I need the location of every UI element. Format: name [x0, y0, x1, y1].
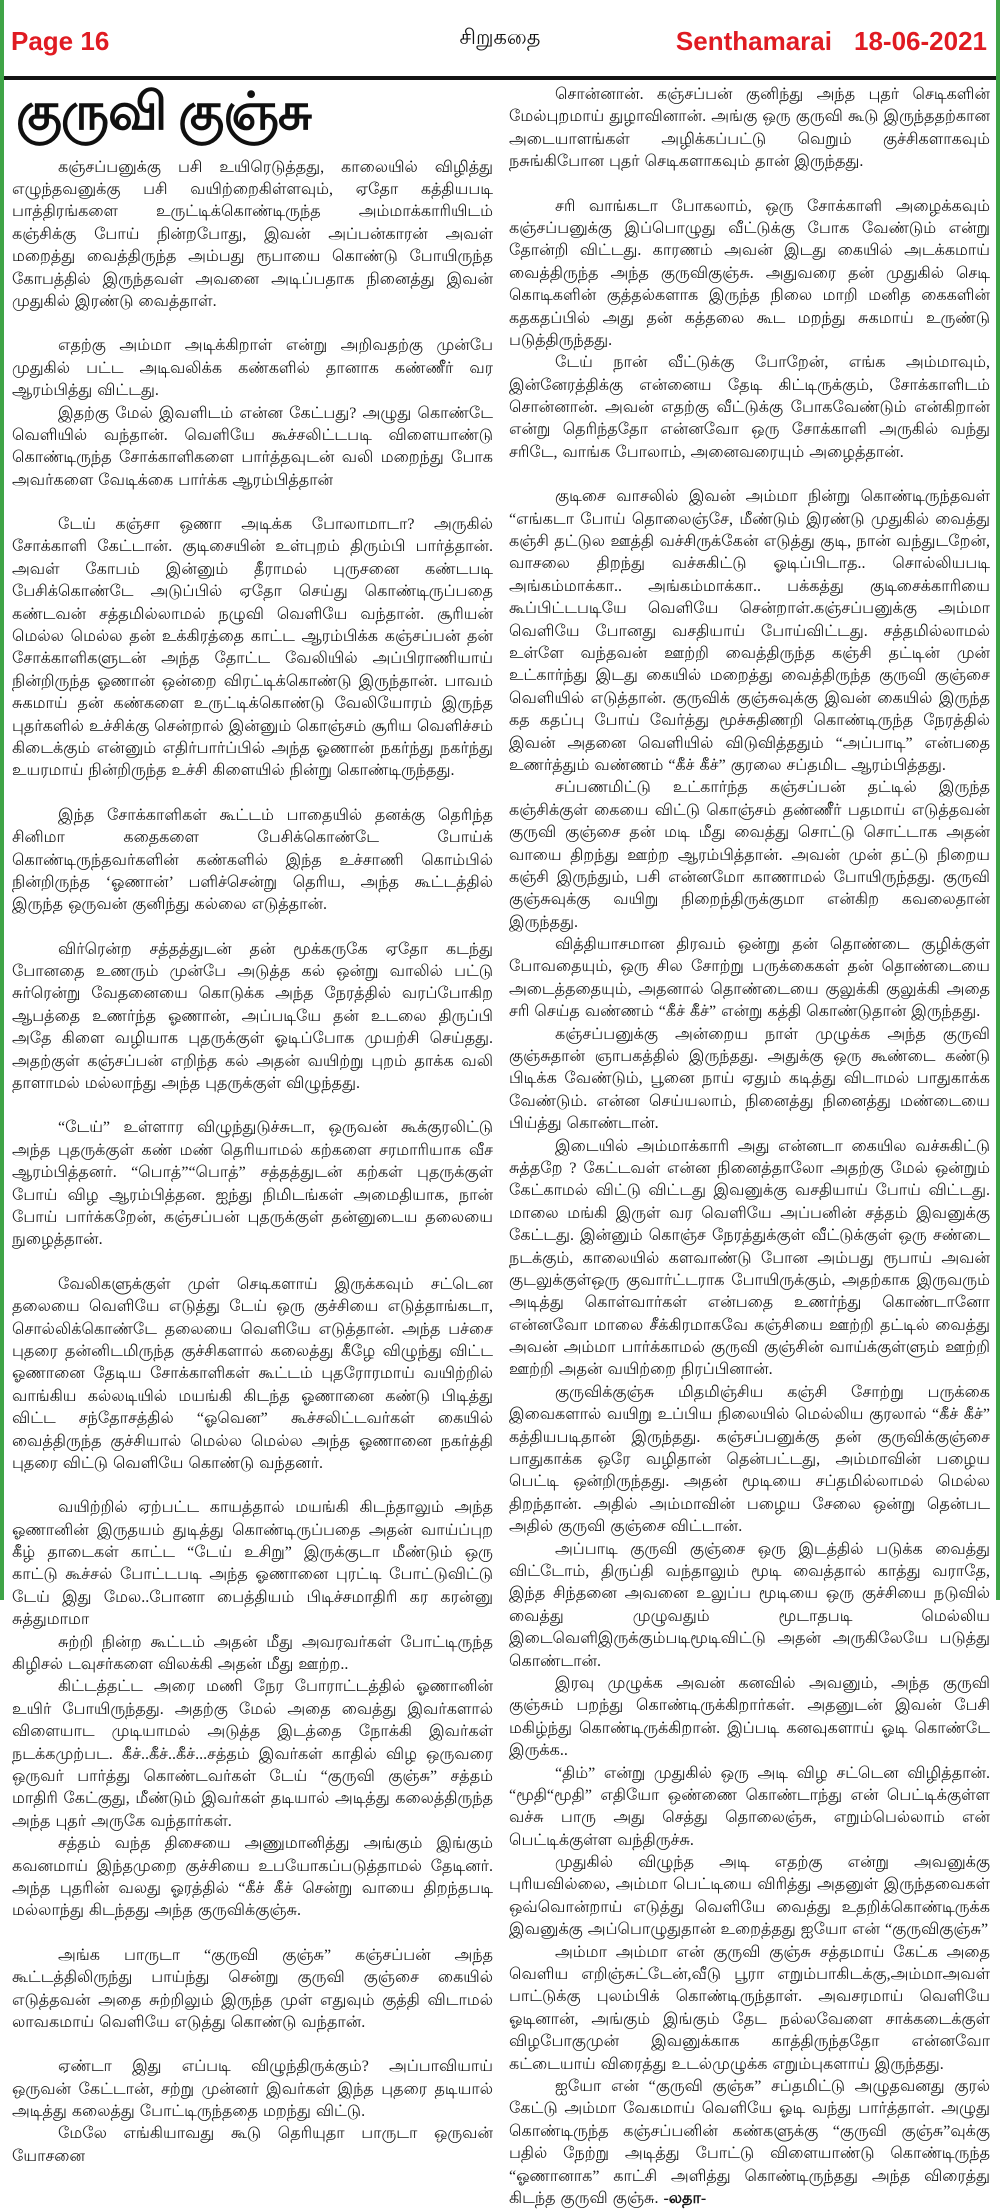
story-paragraph: வேலிகளுக்குள் முள் செடிகளாய் இருக்கவும் சட்டென தலையை வெளியே எடுத்து டேய் ஒரு குச்சியை எடுத்தாங்கடா, சொல்லிக்கொண்டே தலையை வெளியே எடுத்தான். அந்த பச்சை புதரை தன்னிடமிருந்த குச்சிகளால் கலைத்து கீழே விழுந்து விட்ட ஓணானை தேடிய சோக்காளிகள் கூட்டம் புதரோரமாய் வயிற்றில் வாங்கிய கல்லடியில் மயங்கி கிடந்த ஓணானை கண்டு பிடித்து விட்ட சந்தோசத்தில் “ஓவென” கூச்சலிட்டவர்கள் கையில் வைத்திருந்த குச்சியால் மெல்ல மெல்ல அந்த ஓணானை நகர்த்தி புதரை விட்டு வெளியே கொண்டு வந்தனர்.	[12, 1275, 493, 1472]
masthead-date: 18-06-2021	[854, 25, 987, 56]
story-content	[0, 80, 1000, 2210]
story-paragraph: மேலே எங்கியாவது கூடு தெரியுதா பாருடா ஒருவன் யோசனை	[12, 2125, 493, 2165]
story-paragraph: சுற்றி நின்ற கூட்டம் அதன் மீது அவரவர்கள் போட்டிருந்த கிழிசல் டவுசர்களை விலக்கி அதன் மீது ஊற்ற..	[12, 1633, 493, 1674]
page-number-label: Page 16	[11, 25, 110, 56]
story-title: குருவி குஞ்சு	[16, 84, 311, 141]
story-paragraph: இடையில் அம்மாக்காரி அது என்னடா கையில வச்சுகிட்டு சுத்தறே ? கேட்டவள் என்ன நினைத்தாலோ அதற்கு மேல் ஒன்றும் கேட்காமல் விட்டு விட்டது இவனுக்கு வசதியாய் போய் விட்டது. மாலை மங்கி இருள் வர வெளியே அப்பனின் சத்தம் இவனுக்கு கேட்டது. இன்னும் கொஞ்ச நேரத்துக்குள் வீட்டுக்குள் ஒரு சண்டை நடக்கும், காலையில் களவாண்டு போன அம்பது ரூபாய் அவன் குடலுக்குள்ஒரு குவார்ட்டராக போயிருக்கும், அதற்காக இருவரும் அடித்து கொள்வார்கள் என்பதை உணர்ந்து கொண்டானோ என்னவோ மாலை சீக்கிரமாகவே கஞ்சியை ஊற்றி தட்டில் வைத்து அவன் அம்மா பார்க்காமல் குருவி குஞ்சின் வாய்க்குள்ளும் ஊற்றி ஊற்றி அதன் வயிற்றை நிரப்பினான்.	[509, 1137, 990, 1379]
page-header	[2, 0, 998, 80]
author-signature: -லதா-	[658, 2189, 707, 2207]
story-paragraph: விர்ரென்ற சத்தத்துடன் தன் மூக்கருகே ஏதோ கடந்து போனதை உணரும் முன்பே அடுத்த கல் ஒன்று வாலில் பட்டு சுர்ரென்று வேதனையை கொடுக்க அந்த நேரத்தில் வரப்போகிற ஆபத்தை உணர்ந்த ஓணான், அப்படியே தன் உடலை திருப்பி அதே கிளை வழியாக புதருக்குள் ஓடிப்போக முயற்சி செய்தது. அதற்குள் கஞ்சப்பன் எறிந்த கல் அதன் வயிற்று புறம் தாக்க வலி தாளாமல் மல்லாந்து அந்த புதருக்குள் விழுந்தது.	[12, 940, 494, 1093]
story-paragraph: இந்த சோக்காளிகள் கூட்டம் பாதையில் தனக்கு தெரிந்த சினிமா கதைகளை பேசிக்கொண்டே போய்க் கொண்டிருந்தவர்களின் கண்களில் இந்த உச்சாணி கொம்பில் நின்றிருந்த ‘ஓணான்’ பளிச்சென்று தெரிய, அந்த கூட்டத்தில் இருந்த ஒருவன் குனிந்து கல்லை எடுத்தான்.	[12, 806, 493, 914]
story-paragraph: டேய் நான் வீட்டுக்கு போறேன், எங்க அம்மாவும், இன்னேரத்திக்கு என்னைய தேடி கிட்டிருக்கும், சோக்காளிடம் சொன்னான். அவன் எதற்கு வீட்டுக்கு போகவேண்டும் என்கிறான் என்று தெரிந்ததோ என்னவோ ஒரு சோக்காளி அருகில் வந்து சரிடே, வாங்க போலாம், அனைவரையும் அழைத்தான்.	[509, 354, 990, 461]
story-paragraph: வயிற்றில் ஏற்பட்ட காயத்தால் மயங்கி கிடந்தாலும் அந்த ஓணானின் இருதயம் துடித்து கொண்டிருப்பதை அதன் வாய்ப்புற கீழ் தாடைகள் காட்ட “டேய் உசிறு” இருக்குடா மீண்டும் ஒரு காட்டு கூச்சல் போட்டபடி அந்த ஓணானை புரட்டி போட்டுவிட்டு டேய் இது மேல..போனா பைத்தியம் பிடிச்சமாதிரி கர கரன்னு சுத்துமாமா	[12, 1499, 493, 1629]
story-paragraph: எதற்கு அம்மா அடிக்கிறாள் என்று அறிவதற்கு முன்பே முதுகில் பட்ட அடிவலிக்க கண்களில் தானாக கண்ணீர் வர ஆரம்பித்து விட்டது.	[12, 337, 493, 400]
story-paragraph: முதுகில் விழுந்த அடி எதற்கு என்று அவனுக்கு புரியவில்லை, அம்மா பெட்டியை விரித்து அதனுள் இருந்தவைகள் ஒவ்வொன்றாய் எடுத்து வெளியே வைத்து உதறிக்கொண்டிருக்க இவனுக்கு அப்பொழுதுதான் உறைத்தது ஐயோ என் “குருவிகுஞ்சு”	[509, 1854, 990, 1939]
story-paragraph: குடிசை வாசலில் இவன் அம்மா நின்று கொண்டிருந்தவள் “எங்கடா போய் தொலைஞ்சே, மீண்டும் இரண்டு முதுகில் வைத்து கஞ்சி தட்டுல ஊத்தி வச்சிருக்கேன் எடுத்து குடி, நான் வந்துடறேன், வாசலை திறந்து வச்சுகிட்டு ஓடிப்பிடாத.. சொல்லியபடி அங்கம்மாக்கா.. அங்கம்மாக்கா.. பக்கத்து குடிசைக்காரியை கூப்பிட்டபடியே வெளியே சென்றாள்.கஞ்சப்பனுக்கு அம்மா வெளியே போனது வசதியாய் போய்விட்டது. சத்தமில்லாமல் உள்ளே வந்தவன் ஊற்றி வைத்திருந்த கஞ்சி தட்டின் முன் உட்கார்ந்து இடது கையில் மறைத்து வைத்திருந்த குருவி குஞ்சை வெளியில் எடுத்தான். குருவிக் குஞ்சுவுக்கு இவன் கையில் இருந்த கத கதப்பு போய் வேர்த்து மூச்சுதிணறி கொண்டிருந்த நேரத்தில் இவன் அதனை வெளியில் விடுவித்ததும் “அப்பாடி” என்பதை உணர்த்தும் வண்ணம் “கீச் கீச்” குரலை சப்தமிட ஆரம்பித்தது.	[509, 488, 990, 774]
story-column-right	[509, 84, 990, 2210]
story-paragraph: வித்தியாசமான திரவம் ஒன்று தன் தொண்டை குழிக்குள் போவதையும், ஒரு சில சோற்று பருக்கைகள் தன் தொண்டையை அடைத்ததையும், அதனால் தொண்டையை குலுக்கி குலுக்கி அதை சரி செய்த வண்ணம் “கீச் கீச்” என்று கத்தி கொண்டுதான் இருந்தது.	[509, 936, 990, 1021]
section-label: சிறுகதை	[459, 26, 541, 49]
masthead-title: Senthamarai	[675, 25, 832, 56]
story-paragraph: அப்பாடி குருவி குஞ்சை ஒரு இடத்தில் படுக்க வைத்து விட்டோம், திருப்தி வந்தாலும் மூடி வைத்தால் காத்து வராதே, இந்த சிந்தனை அவனை உலுப்ப மூடியை ஒரு குச்சியை நடுவில் வைத்து முழுவதும் மூடாதபடி மெல்லிய இடைவெளிஇருக்கும்படிமூடிவிட்டு அதன் அருகிலேயே படுத்து கொண்டான்.	[509, 1540, 990, 1670]
left-edge-stripe	[0, 0, 4, 1600]
story-paragraph: கிட்டத்தட்ட அரை மணி நேர போராட்டத்தில் ஓணானின் உயிர் போயிருந்தது. அதற்கு மேல் அதை வைத்து இவர்களால் விளையாட முடியாமல் அடுத்த இடத்தை நோக்கி இவர்கள் நடக்கமுற்பட. கீச்..கீச்..கீச்...சத்தம் இவர்கள் காதில் விழ ஒருவரை ஒருவர் பார்த்து கொண்டவர்கள் டேய் “குருவி குஞ்சு” சத்தம் மாதிரி கேட்குது, மீண்டும் இவர்கள் தடியால் அடித்து கலைத்திருந்த அந்த புதர் அருகே வந்தார்கள்.	[12, 1678, 493, 1830]
story-paragraph: அம்மா அம்மா என் குருவி குஞ்சு சத்தமாய் கேட்க அதை வெளிய எறிஞ்சுட்டேன்,வீடு பூரா எறும்பாகிடக்கு,அம்மாஅவள் பாட்டுக்கு புலம்பிக் கொண்டிருந்தாள். அவசரமாய் வெளியே ஓடினான், அங்கும் இங்கும் தேட நல்லவேளை சாக்கடைக்குள் விழபோகுமுன் இவனுக்காக காத்திருந்ததோ என்னவோ கட்டையாய் விரைத்து உடல்முழுக்க எறும்புகளாய் இருந்தது.	[509, 1943, 990, 2073]
story-paragraph: இதற்கு மேல் இவளிடம் என்ன கேட்பது? அழுது கொண்டே வெளியில் வந்தான். வெளியே கூச்சலிட்டபடி விளையாண்டு கொண்டிருந்த சோக்காளிகளை பார்த்தவுடன் வலி மறைந்து போக அவர்களை வேடிக்கை பார்க்க ஆரம்பித்தான்	[12, 404, 493, 489]
story-paragraph: இரவு முழுக்க அவன் கனவில் அவனும், அந்த குருவி குஞ்சும் பறந்து கொண்டிருக்கிறார்கள். அதனுடன் இவன் பேசி மகிழ்ந்து கொண்டிருக்கிறான். இப்படி கனவுகளாய் ஓடி கொண்டே இருக்க..	[509, 1674, 990, 1760]
story-paragraph: “திம்” என்று முதுகில் ஒரு அடி விழ சட்டென விழித்தான். “மூதி“மூதி” எதியோ ஒண்ணை கொண்டாந்து என் பெட்டிக்குள்ள வச்சு பாரு அது செத்து தொலைஞ்சு, எறும்பெல்லாம் என் பெட்டிக்குள்ள வந்திருச்சு.	[509, 1764, 990, 1849]
story-paragraph: “டேய்” உள்ளார விழுந்துடுச்சுடா, ஒருவன் கூக்குரலிட்டு அந்த புதருக்குள் கண் மண் தெரியாமல் கற்களை சரமாரியாக வீச ஆரம்பித்தனர். “பொத்”“பொத்” சத்தத்துடன் கற்கள் புதருக்குள் போய் விழ ஆரம்பித்தன. ஐந்து நிமிடங்கள் அமைதியாக, நான் போய் பார்க்கறேன், கஞ்சப்பன் புதருக்குள் தன்னுடைய தலையை நுழைத்தான்.	[12, 1119, 493, 1249]
story-paragraph: சொன்னான். கஞ்சப்பன் குனிந்து அந்த புதர் செடிகளின் மேல்புறமாய் துழாவினான். அங்கு ஒரு குருவி கூடு இருந்ததற்கான அடையாளங்கள் அழிக்கப்பட்டு வெறும் குச்சிகளாகவும் நசுங்கிபோன புதர் செடிகளாகவும் தான் இருந்தது.	[509, 86, 990, 171]
story-column-left	[12, 84, 493, 2210]
story-paragraph: ஐயோ என் “குருவி குஞ்சு” சப்தமிட்டு அழுதவனது குரல் கேட்டு அம்மா வேகமாய் வெளியே ஓடி வந்து பார்த்தாள். அழுது கொண்டிருந்த கஞ்சப்பனின் கண்களுக்கு “குருவி குஞ்சு”வுக்கு பதில் நேற்று அடித்து போட்டு விளையாண்டு கொண்டிருந்த “ஓணானாக” காட்சி அளித்து கொண்டிருந்தது அந்த விரைத்து கிடந்த குருவி குஞ்சு. -லதா-	[509, 2077, 990, 2207]
masthead	[676, 26, 987, 57]
story-paragraph: சத்தம் வந்த திசையை அணுமானித்து அங்கும் இங்கும் கவனமாய் இந்தமுறை குச்சியை உபயோகப்படுத்தாமல் தேடினர். அந்த புதரின் வலது ஓரத்தில் “கீச் கீச் சென்று வாயை திறந்தபடி மல்லாந்து கிடந்தது அந்த குருவிக்குஞ்சு.	[12, 1835, 493, 1920]
story-paragraph: குருவிக்குஞ்சு மிதமிஞ்சிய கஞ்சி சோற்று பருக்கை இவைகளால் வயிறு உப்பிய நிலையில் மெல்லிய குரலால் “கீச் கீச்” கத்தியபடிதான் இருந்தது. கஞ்சப்பனுக்கு தன் குருவிக்குஞ்சை பாதுகாக்க ஒரே வழிதான் தென்பட்டது, அம்மாவின் பழைய பெட்டி ஒன்றிருந்தது. அதன் மூடியை சப்தமில்லாமல் மெல்ல திறந்தான். அதில் அம்மாவின் பழைய சேலை ஒன்று தென்பட அதில் குருவி குஞ்சை விட்டான்.	[509, 1383, 991, 1536]
story-paragraph: டேய் கஞ்சா ஒணா அடிக்க போலாமாடா? அருகில் சோக்காளி கேட்டான். குடிசையின் உள்புறம் திரும்பி பார்த்தான். அவள் கோபம் இன்னும் தீராமல் புருசனை கண்டபடி பேசிக்கொண்டே அடுப்பில் ஏதோ செய்து கொண்டிருப்பதை கண்டவன் சத்தமில்லாமல் நழுவி வெளியே வந்தான். சூரியன் மெல்ல மெல்ல தன் உக்கிரத்தை காட்ட ஆரம்பிக்க கஞ்சப்பன் தன் சோக்காளிகளுடன் அந்த தோட்ட வேலியில் அப்பிராணியாய் நின்றிருந்த ஓணான் ஒன்றை விரட்டிக்கொண்டு இருந்தான். பாவம் சுகமாய் தன் கண்களை உருட்டிக்கொண்டு வேலியோரம் இருந்த புதர்களில் உச்சிக்கு சென்றால் இன்னும் கொஞ்சம் சூரிய வெளிச்சம் கிடைக்கும் என்னும் எதிர்பார்ப்பில் அந்த ஓணான் நகர்ந்து நகர்ந்து உயரமாய் நின்றிருந்த உச்சி கிளையில் நின்று கொண்டிருந்தது.	[12, 516, 493, 780]
story-paragraph: கஞ்சப்பனுக்கு அன்றைய நாள் முழுக்க அந்த குருவி குஞ்சுதான் ஞாபகத்தில் இருந்தது. அதுக்கு ஒரு கூண்டை கண்டு பிடிக்க வேண்டும், பூனை நாய் ஏதும் கடித்து விடாமல் பாதுகாக்க வேண்டும். என்ன செய்யலாம், நினைத்து நினைத்து மண்டையை பிய்த்து கொண்டான்.	[509, 1025, 990, 1133]
story-paragraph: சப்பணமிட்டு உட்கார்ந்த கஞ்சப்பன் தட்டில் இருந்த கஞ்சிக்குள் கையை விட்டு கொஞ்சம் தண்ணீர் பதமாய் எடுத்தவன் குருவி குஞ்சை தன் மடி மீது வைத்து சொட்டு சொட்டாக அதன் வாயை திறந்து ஊற்ற ஆரம்பித்தான். அவன் முன் தட்டு நிறைய கஞ்சி இருந்தும், பசி என்னமோ காணாமல் போயிருந்தது. குருவி குஞ்சுவுக்கு வயிறு நிறைந்திருக்குமா என்கிற கவலைதான் இருந்தது.	[509, 779, 990, 931]
story-paragraph: ஏண்டா இது எப்படி விழுந்திருக்கும்? அப்பாவியாய் ஒருவன் கேட்டான், சற்று முன்னர் இவர்கள் இந்த புதரை தடியால் அடித்து கலைத்து போட்டிருந்ததை மறந்து விட்டு.	[12, 2058, 493, 2121]
right-edge-stripe	[996, 0, 1000, 1600]
story-paragraph: கஞ்சப்பனுக்கு பசி உயிரெடுத்தது, காலையில் விழித்து எழுந்தவனுக்கு பசி வயிற்றைகிள்ளவும், ஏதோ கத்தியபடி பாத்திரங்களை உருட்டிக்கொண்டிருந்த அம்மாக்காரியிடம் கஞ்சிக்கு போய் நின்றபோது, இவன் அப்பன்காரன் அவள் மறைத்து வைத்திருந்த அம்பது ரூபாயை கொண்டு போயிருந்த கோபத்தில் இருந்தவள் அவனை அடிப்பதாக நினைத்து இவன் முதுகில் இரண்டு வைத்தாள்.	[12, 158, 493, 310]
story-paragraph: அங்க பாருடா “குருவி குஞ்சு” கஞ்சப்பன் அந்த கூட்டத்திலிருந்து பாய்ந்து சென்று குருவி குஞ்சை கையில் எடுத்தவன் அதை சுற்றிலும் இருந்த முள் எதுவும் குத்தி விடாமல் லாவகமாய் வெளியே எடுத்து கொண்டு வந்தான்.	[12, 1946, 493, 2031]
story-paragraph: சரி வாங்கடா போகலாம், ஒரு சோக்காளி அழைக்கவும் கஞ்சப்பனுக்கு இப்பொழுது வீட்டுக்கு போக வேண்டும் என்று தோன்றி விட்டது. காரணம் அவன் இடது கையில் அடக்கமாய் வைத்திருந்த அந்த குருவிகுஞ்சு. அதுவரை தன் முதுகில் செடி கொடிகளின் குத்தல்களாக இருந்த நிலை மாறி மனித கைகளின் கதகதப்பில் அது தன் கத்தலை கூட மறந்து சுகமாய் உருண்டு படுத்திருந்தது.	[509, 197, 990, 349]
